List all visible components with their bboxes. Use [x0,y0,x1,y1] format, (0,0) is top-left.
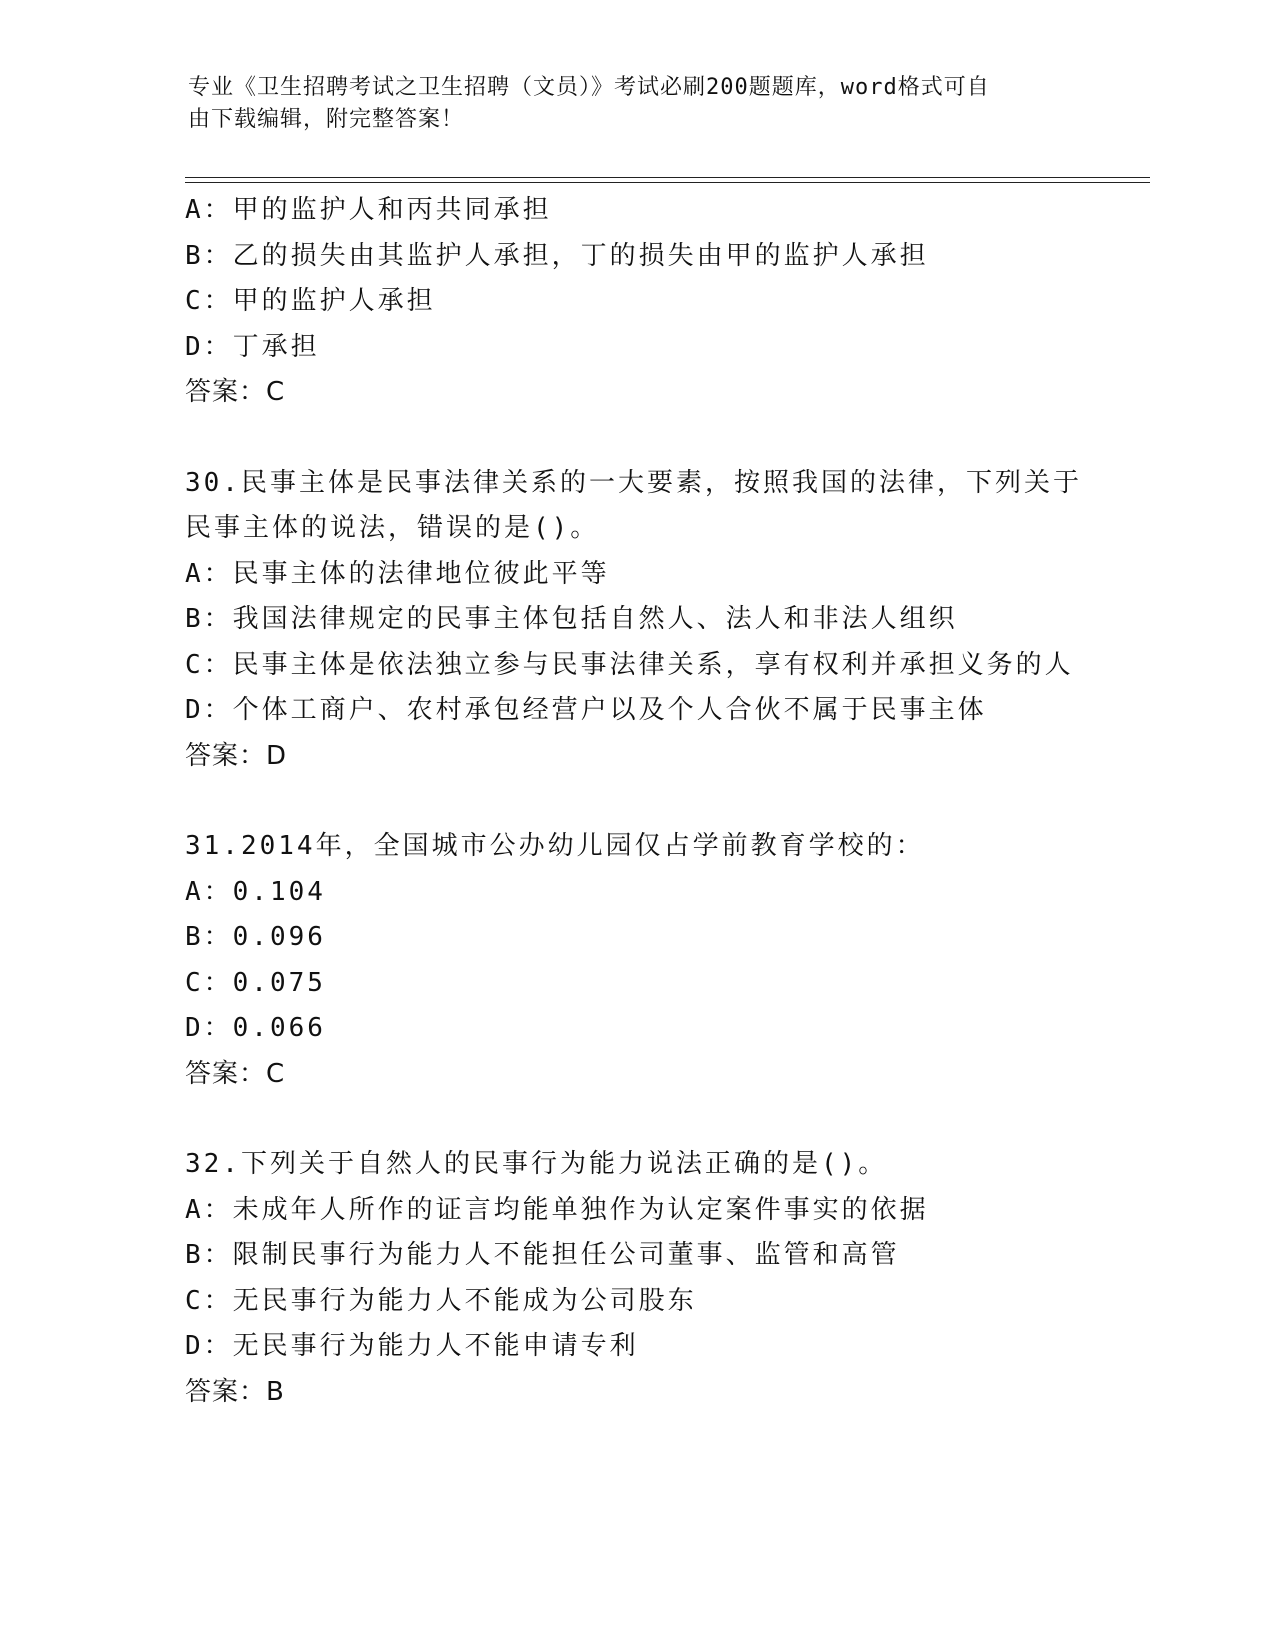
option-a: A：0.104 [185,876,326,907]
header-title-line-1: 专业《卫生招聘考试之卫生招聘（文员）》考试必刷200题题库，word格式可自 [188,75,990,100]
option-c: C：无民事行为能力人不能成为公司股东 [185,1285,697,1316]
option-c: C：民事主体是依法独立参与民事法律关系，享有权利并承担义务的人 [185,649,1074,680]
answer-line: 答案：C [185,377,286,407]
option-d: D：无民事行为能力人不能申请专利 [185,1331,639,1361]
answer-line: 答案：C [185,1058,286,1089]
answer-line: 答案：B [185,1376,285,1407]
option-d: D：丁承担 [185,331,320,362]
option-b: B：限制民事行为能力人不能担任公司董事、监管和高管 [185,1240,900,1270]
page-header [188,72,1088,136]
question-stem: 32.下列关于自然人的民事行为能力说法正确的是()。 [185,1149,888,1179]
question-29 [185,188,1145,416]
option-a: A：民事主体的法律地位彼此平等 [185,558,610,589]
option-c: C：甲的监护人承担 [185,286,436,316]
option-b: B：乙的损失由其监护人承担，丁的损失由甲的监护人承担 [185,240,929,271]
question-31 [185,824,1145,1097]
option-a: A：未成年人所作的证言均能单独作为认定案件事实的依据 [185,1194,929,1225]
question-30 [185,461,1145,780]
option-b: B：0.096 [185,922,326,952]
option-d: D：0.066 [185,1013,326,1043]
option-d: D：个体工商户、农村承包经营户以及个人合伙不属于民事主体 [185,695,987,725]
question-stem-line-1: 30.民事主体是民事法律关系的一大要素，按照我国的法律，下列关于 [185,467,1082,498]
header-divider [185,177,1150,183]
option-b: B：我国法律规定的民事主体包括自然人、法人和非法人组织 [185,604,958,634]
question-list [185,188,1145,1415]
option-a: A：甲的监护人和丙共同承担 [185,195,552,225]
answer-line: 答案：D [185,740,288,771]
option-c: C：0.075 [185,967,326,998]
question-stem-line-2: 民事主体的说法，错误的是()。 [185,513,600,543]
header-title-line-2: 由下载编辑，附完整答案！ [188,107,465,132]
question-32 [185,1142,1145,1415]
question-stem: 31.2014年，全国城市公办幼儿园仅占学前教育学校的： [185,831,925,861]
